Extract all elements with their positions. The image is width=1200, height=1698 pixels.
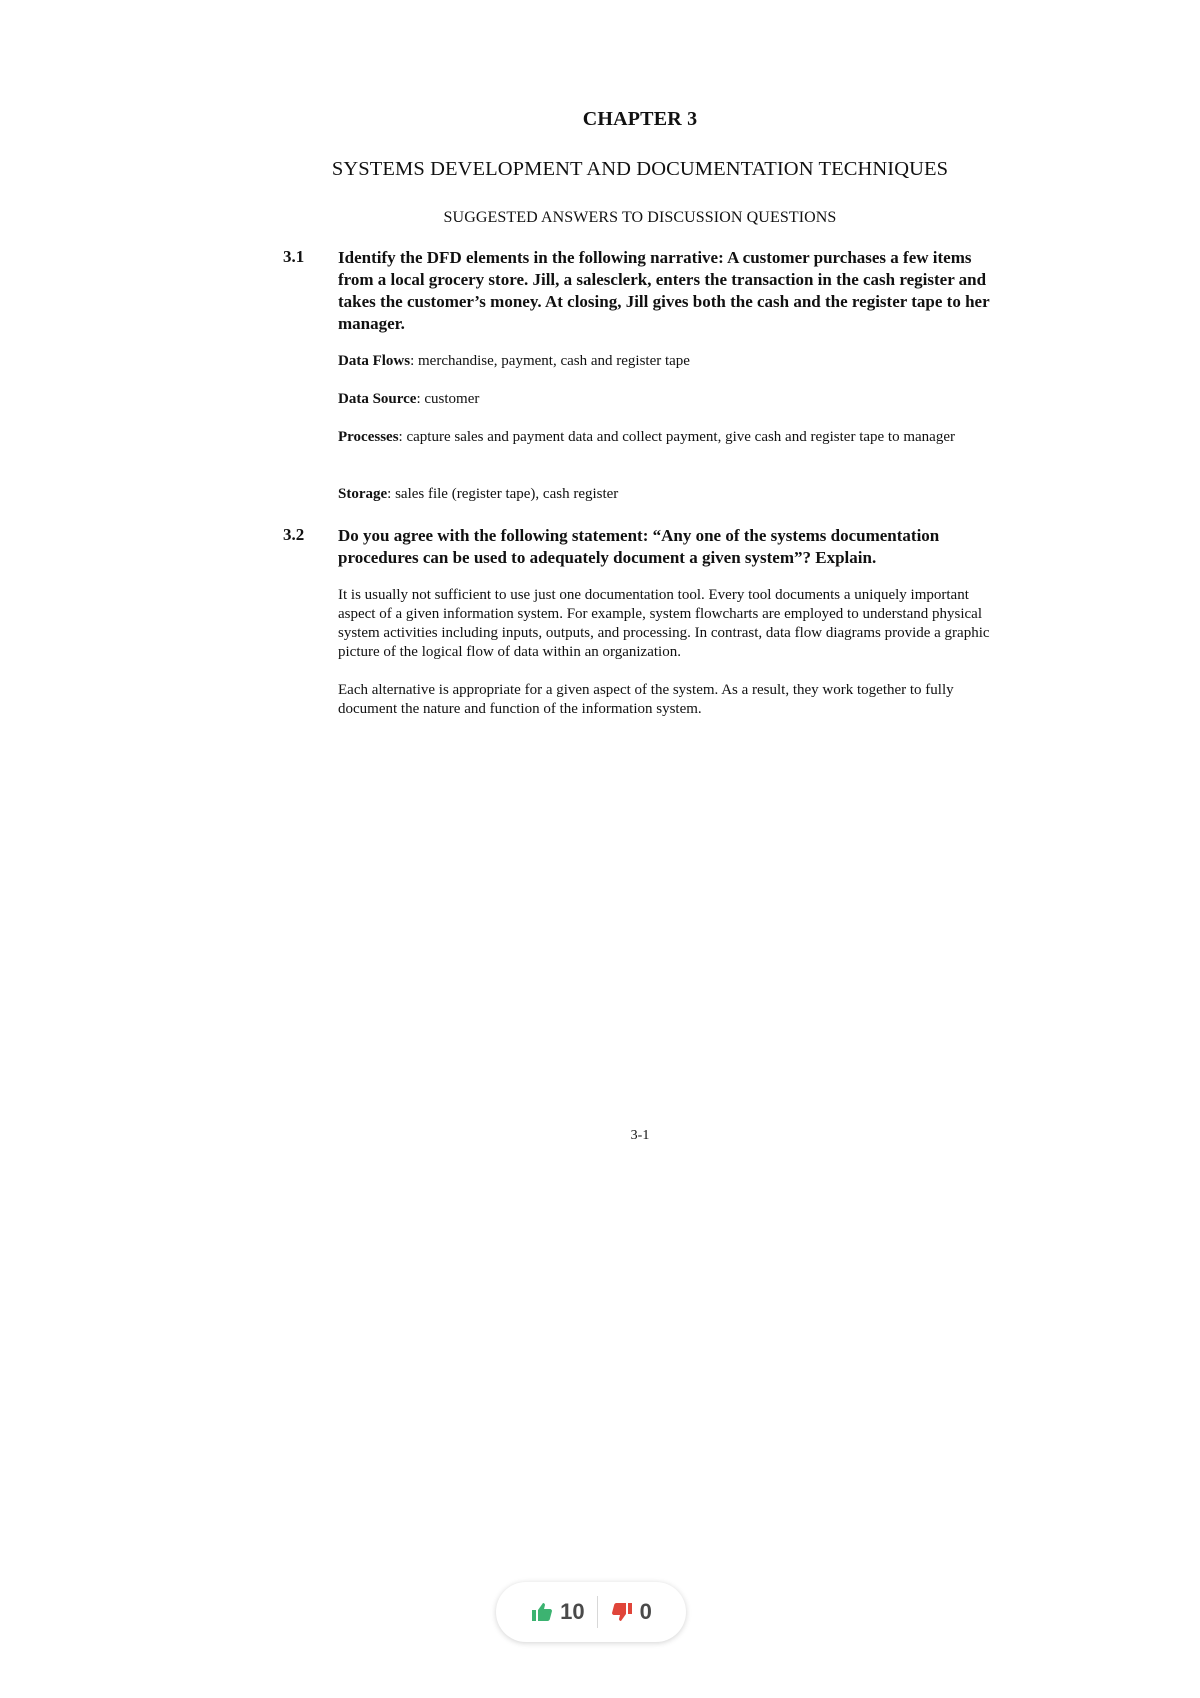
- section-heading: SUGGESTED ANSWERS TO DISCUSSION QUESTIONS: [443, 209, 837, 226]
- answer-label: Processes: [338, 429, 399, 445]
- answer-text: : customer: [416, 391, 480, 407]
- vote-widget: [496, 1582, 686, 1642]
- answer-data-flows: [338, 352, 1003, 371]
- downvote-button[interactable]: [598, 1599, 664, 1625]
- upvote-button[interactable]: [518, 1599, 596, 1625]
- answer-label: Storage: [338, 486, 388, 502]
- answer-storage: [338, 485, 1003, 504]
- answer-label: Data Source: [338, 391, 417, 407]
- answer-label: Data Flows: [338, 353, 411, 369]
- answer-text: : capture sales and payment data and collect payment, give cash and register tape to manager: [398, 429, 955, 445]
- downvote-count: 0: [639, 1599, 652, 1624]
- page-title: SYSTEMS DEVELOPMENT AND DOCUMENTATION TECHNIQUES: [331, 158, 949, 180]
- question-number: 3.2: [283, 525, 305, 544]
- answer-paragraph: Each alternative is appropriate for a given aspect of the system. As a result, they work together to fully document the nature and function of the information system.: [338, 682, 954, 717]
- thumbs-up-icon: [530, 1600, 554, 1624]
- answer-paragraph: It is usually not sufficient to use just one documentation tool. Every tool documents a uniquely important aspect of a given information system. For example, system flowcharts are employed to understand physical system activities including inputs, outputs, and processing. In contrast, data flow diagrams provide a graphic picture of the logical flow of data within an organization.: [338, 587, 990, 660]
- chapter-heading: CHAPTER 3: [582, 108, 698, 130]
- answer-text: : sales file (register tape), cash register: [387, 486, 619, 502]
- answer-text: : merchandise, payment, cash and register tape: [410, 353, 690, 369]
- answer-data-source: [338, 390, 1003, 409]
- thumbs-down-icon: [610, 1600, 634, 1624]
- question-text: Identify the DFD elements in the following narrative: A customer purchases a few items from a local grocery store. Jill, a salesclerk, enters the transaction in the cash register and takes the customer’s money. At closing, Jill gives both the cash and the register tape to her manager.: [338, 248, 990, 333]
- upvote-count: 10: [560, 1599, 585, 1624]
- page-number: 3-1: [630, 1128, 650, 1143]
- question-number: 3.1: [283, 247, 305, 266]
- answer-processes: [338, 428, 1003, 447]
- question-text: Do you agree with the following statement: “Any one of the systems documentation procedures can be used to adequately document a given system”? Explain.: [338, 526, 940, 567]
